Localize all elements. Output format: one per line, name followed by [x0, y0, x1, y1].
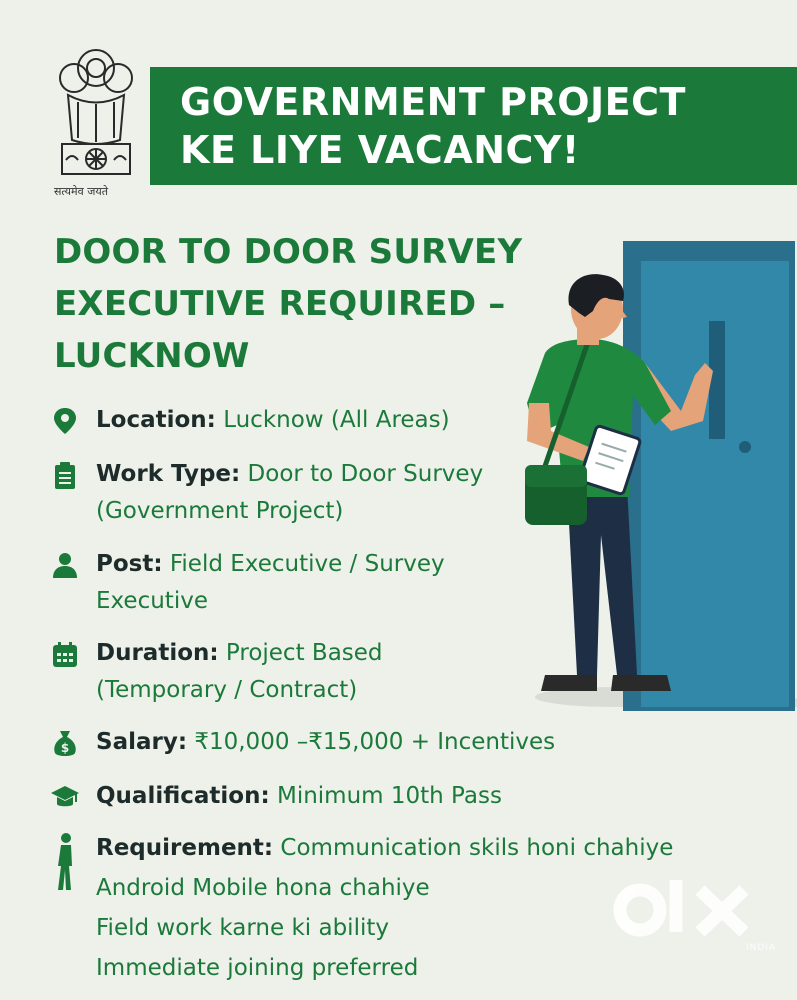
detail-label: Qualification:	[96, 783, 270, 809]
walking-person-icon	[50, 832, 80, 892]
detail-label: Work Type:	[96, 461, 241, 487]
detail-label: Duration:	[96, 640, 219, 666]
money-bag-icon	[50, 728, 80, 758]
svg-text:INDIA: INDIA	[746, 943, 777, 953]
detail-value: Door to Door Survey	[247, 461, 484, 487]
header-title	[180, 78, 686, 174]
requirement-extra: Immediate joining preferred	[96, 955, 419, 981]
header-title-line2: KE LIYE VACANCY!	[180, 128, 580, 172]
calendar-icon	[50, 640, 80, 670]
olx-logo-watermark	[612, 872, 777, 962]
detail-label: Post:	[96, 551, 163, 577]
svg-text:$: $	[60, 741, 70, 755]
national-emblem-icon	[48, 40, 144, 200]
detail-value: Field Executive / Survey	[169, 551, 445, 577]
surveyor-at-door-illustration	[505, 235, 797, 715]
person-icon	[50, 550, 80, 580]
clipboard-icon	[50, 461, 80, 491]
graduation-cap-icon	[50, 782, 80, 812]
detail-value: Minimum 10th Pass	[276, 783, 502, 809]
detail-value: Lucknow (All Areas)	[223, 407, 450, 433]
detail-value-cont: (Government Project)	[96, 498, 344, 524]
header-title-line1: GOVERNMENT PROJECT	[180, 80, 686, 124]
job-title-line1: DOOR TO DOOR SURVEY	[54, 232, 523, 272]
detail-value-cont: (Temporary / Contract)	[96, 677, 358, 703]
emblem-caption: सत्यमेव जयते	[54, 185, 109, 198]
detail-label: Requirement:	[96, 835, 274, 861]
detail-value: Communication skils honi chahiye	[280, 835, 674, 861]
detail-label: Salary:	[96, 729, 188, 755]
requirement-extra: Android Mobile hona chahiye	[96, 875, 430, 901]
job-title-line2: EXECUTIVE REQUIRED –	[54, 284, 506, 324]
location-pin-icon	[50, 406, 80, 436]
detail-value: Project Based	[225, 640, 383, 666]
detail-value-cont: Executive	[96, 588, 208, 614]
detail-value: ₹10,000 –₹15,000 + Incentives	[194, 729, 556, 755]
requirement-extra: Field work karne ki ability	[96, 915, 389, 941]
job-title-line3: LUCKNOW	[54, 336, 250, 376]
detail-label: Location:	[96, 407, 216, 433]
